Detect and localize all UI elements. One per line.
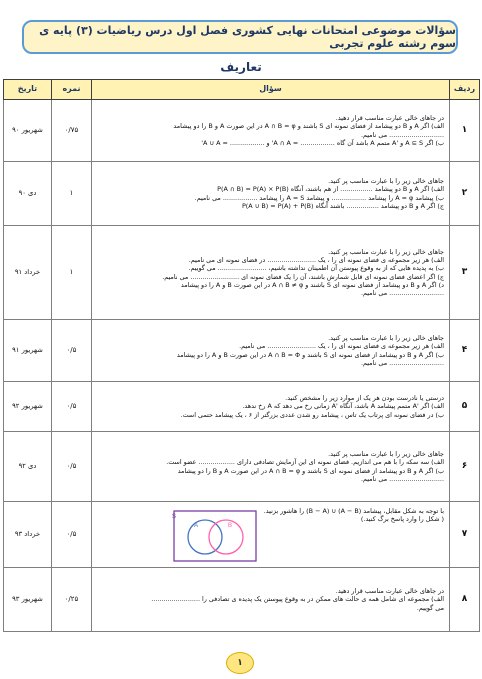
question-line: ج) اگر اعضای فضای نمونه ای قابل شمارش باشند، آن را یک فضای نمونه ای ........................ می نامیم.: [162, 272, 444, 281]
question-line: ( شکل را وارد پاسخ برگ کنید.): [360, 514, 444, 523]
col-header-date: تاریخ: [4, 80, 52, 100]
score-cell: ۰/۲۵: [52, 568, 92, 632]
question-cell: [92, 162, 450, 226]
table-row: [4, 382, 480, 432]
table-row: [4, 568, 480, 632]
date-cell: شهریور ۹۳: [4, 568, 52, 632]
date-cell: خرداد ۹۱: [4, 226, 52, 320]
question-line: الف) مجموعه ای شامل همه ی حالت های ممکن در به وقوع پیوستن یک پدیده ی تصادفی را ........................: [151, 595, 444, 604]
question-line: الف) سه سکه را با هم می اندازیم. فضای نمونه ای این آزمایش تصادفی دارای .................. عضو است.: [166, 458, 444, 467]
row-number: ۶: [450, 432, 480, 502]
venn-label-b: B: [227, 522, 232, 529]
question-line: ........................... می نامیم.: [360, 358, 444, 367]
date-cell: دی ۹۰: [4, 162, 52, 226]
question-cell: [92, 226, 450, 320]
question-line: ب) در فضای نمونه ای پرتاب یک تاس ، پیشامد رو شدن عددی بزرگتر از ۶ ، یک پیشامد حتمی است.: [180, 410, 444, 419]
question-line: می گوییم.: [416, 603, 444, 612]
question-line: جاهای خالی زیر را با عبارت مناسب پر کنید.: [328, 334, 444, 343]
date-cell: شهریور ۹۲: [4, 382, 52, 432]
row-number: ۲: [450, 162, 480, 226]
question-line: ب) اگر A و B دو پیشامد از فضای نمونه ای S باشند و A ∩ B = Φ در این صورت B و A را دو پیشامد: [176, 350, 444, 359]
question-line: جاهای خالی زیر را با عبارت مناسب پر کنید.: [328, 450, 444, 459]
question-line: ب) اگر A و B دو پیشامد از فضای نمونه ای S باشند و A ∩ B = φ در این صورت A و B را دو پیشامد: [177, 466, 444, 475]
question-line: ب) پیشامد A = φ را پیشامد ................. و پیشامد A = S را پیشامد ................. می نامیم.: [194, 193, 444, 202]
row-number: ۸: [450, 568, 480, 632]
question-text: [264, 507, 444, 523]
question-line: ........................... می نامیم.: [360, 288, 444, 297]
question-line: الف) اگر A و B دو پیشامد ................ از هم باشند، آنگاه P(A ∩ B) = P(A) × P(B): [217, 185, 444, 194]
venn-label-a: A: [193, 522, 198, 529]
question-line: با توجه به شکل مقابل، پیشامد (A − B) ∪ (B − A) را هاشور بزنید.: [263, 506, 444, 515]
venn-label-s: S: [171, 513, 176, 520]
col-header-score: نمره: [52, 80, 92, 100]
question-cell: [92, 100, 450, 162]
question-line: درستی یا نادرست بودن هر یک از موارد زیر را مشخص کنید.: [285, 394, 444, 403]
page-number: ۱: [226, 652, 254, 674]
col-header-row: ردیف: [450, 80, 480, 100]
question-cell: [92, 382, 450, 432]
question-cell: [92, 568, 450, 632]
question-line: ج) اگر A و B دو پیشامد ................ باشند آنگاه P(A ∪ B) = P(A) + P(B): [241, 201, 444, 210]
question-line: جاهای خالی زیر را با عبارت مناسب پر کنید.: [328, 247, 444, 256]
date-cell: شهریور ۹۱: [4, 320, 52, 382]
venn-universe: [171, 511, 256, 561]
score-cell: ۰/۵: [52, 432, 92, 502]
page-header: [22, 20, 458, 54]
row-number: ۳: [450, 226, 480, 320]
question-line: الف) هر زیر مجموعه ی فضای نمونه ای را ، یک ........................ در فضای نمونه ای می نامیم.: [188, 256, 444, 265]
score-cell: ۰/۵: [52, 502, 92, 568]
question-line: در جاهای خالی عبارت مناسب قرار دهید.: [335, 587, 444, 596]
score-cell: ۰/۵: [52, 382, 92, 432]
row-number: ۴: [450, 320, 480, 382]
question-line: الف) هر زیر مجموعه ی فضای نمونه ای را ، یک ........................ می نامیم.: [239, 342, 444, 351]
score-cell: ۰/۵: [52, 320, 92, 382]
table-body: [4, 100, 480, 632]
score-cell: ۰/۷۵: [52, 100, 92, 162]
header-title: سؤالات موضوعی امتحانات نهایی کشوری فصل اول درس ریاضیات (۳) پایه ی سوم رشته علوم تجربی: [39, 24, 456, 50]
row-number: ۵: [450, 382, 480, 432]
question-line: الف) اگر A و B دو پیشامد از فضای نمونه ای S باشند و A ∩ B = φ در این صورت A و B را دو پیشامد: [173, 122, 444, 131]
table-row: [4, 226, 480, 320]
table-row: [4, 320, 480, 382]
question-cell: [92, 320, 450, 382]
score-cell: ۱: [52, 226, 92, 320]
question-cell: [92, 432, 450, 502]
question-line: الف) اگر 'A متمم پیشامد A باشد، آنگاه 'A زمانی رخ می دهد که A رخ ندهد.: [242, 402, 444, 411]
question-line: ب) به پدیده هایی که از به وقوع پیوستن آن اطمینان نداشته باشیم، ........................ می گوییم.: [188, 264, 444, 273]
question-cell: [92, 502, 450, 568]
table-header-row: [4, 80, 480, 100]
col-header-question: سؤال: [92, 80, 450, 100]
row-number: ۷: [450, 502, 480, 568]
question-line: جاهای خالی زیر را با عبارت مناسب پر کنید.: [328, 177, 444, 186]
row-number: ۱: [450, 100, 480, 162]
table-row: [4, 502, 480, 568]
question-line: در جاهای خالی عبارت مناسب قرار دهید.: [335, 114, 444, 123]
score-cell: ۱: [52, 162, 92, 226]
date-cell: دی ۹۲: [4, 432, 52, 502]
date-cell: شهریور ۹۰: [4, 100, 52, 162]
question-line: ب) اگر A ⊆ S و 'A متمم A باشد آن گاه ................. = A ∩ A' و ................. = A ∪ A': [201, 138, 444, 147]
question-line: ........................... می نامیم.: [360, 474, 444, 483]
questions-table: [3, 79, 480, 632]
question-line: د) اگر A و B دو پیشامد از فضای نمونه ای S باشند و A ∩ B ≠ φ در این صورت B و A را دو پیشامد: [180, 280, 444, 289]
question-line: ........................... می نامیم.: [360, 130, 444, 139]
table-row: [4, 432, 480, 502]
table-row: [4, 162, 480, 226]
table-row: [4, 100, 480, 162]
venn-diagram: [172, 507, 258, 563]
section-title: تعاریف: [220, 60, 262, 74]
date-cell: خرداد ۹۳: [4, 502, 52, 568]
